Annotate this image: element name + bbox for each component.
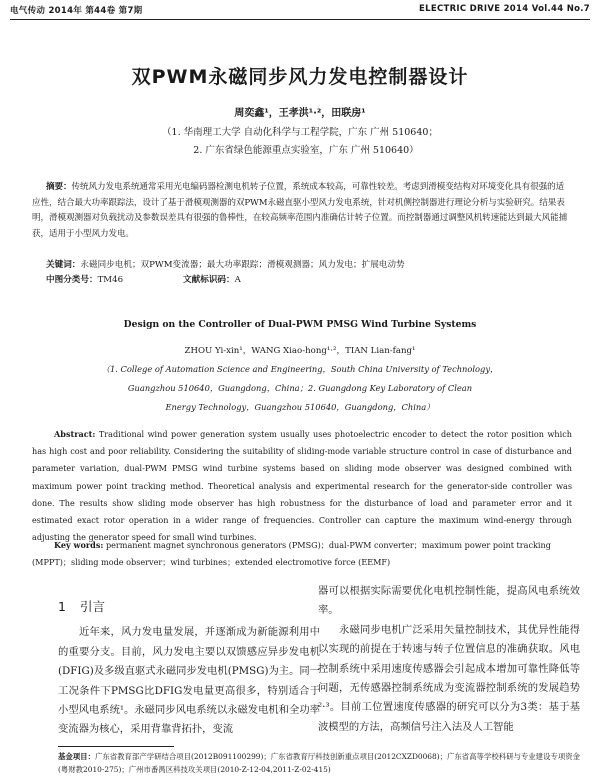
affiliation-zh-1: （1. 华南理工大学 自动化科学与工程学院，广东 广州 510640；	[162, 127, 438, 138]
funding-label: 基金项目：	[58, 752, 95, 761]
funding-footnote	[58, 750, 588, 776]
classification-value: TM46	[97, 275, 124, 285]
affiliation-zh-2	[0, 142, 600, 156]
affiliation-en-1: （1. College of Automation Science and Engineering，South China University of Technology，	[101, 364, 499, 374]
running-header	[10, 4, 590, 18]
document-code-label: 文献标识码：	[183, 275, 235, 285]
document-code-value: A	[234, 275, 241, 285]
abstract-zh-text: 传统风力发电系统通常采用光电编码器检测电机转子位置，系统成本较高，可靠性较差。考虑到滑模变结构对环境变化具有很强的适应性，结合最大功率跟踪法，设计了基于滑模观测器的双PWM永磁直驱小型风力发电系统，针对机侧控制器进行理论分析与实验研究。结果表明，滑模观测器对负载扰动及参数误差具有很强的鲁棒性，在较高频率范围内准确估计转子位置。而控制器通过调整风机转速能达到最大风能捕获，适用于小型风力发电。	[32, 182, 568, 239]
journal-header-right: ELECTRIC DRIVE 2014 Vol.44 No.7	[419, 4, 590, 14]
funding-text: 广东省教育部产学研结合项目(2012B091100299)；广东省教育厅科技创新重点项目(2012CXZD0068)；广东省高等学校科研与专业建设专项资金(粤财教2010-275)；广州市番禺区科技攻关项目(2010-Z-12-04,2011-Z-02-415)	[58, 752, 581, 774]
keywords-en-label: Key words:	[54, 540, 104, 550]
section-number: 1	[58, 599, 66, 614]
abstract-zh	[32, 180, 572, 242]
abstract-en-label: Abstract:	[54, 429, 96, 439]
authors-en: ZHOU Yi-xin¹，WANG Xiao-hong¹·²，TIAN Lian-fang¹	[184, 346, 416, 356]
keywords-zh	[32, 258, 572, 273]
intro-paragraph-1: 近年来，风力发电量发展，并逐渐成为新能源利用中的重要分支。目前，风力发电主要以双馈感应异步发电机(DFIG)及多级直驱式永磁同步发电机(PMSG)为主。同一工况条件下PMSG比DFIG发电量更高很多，特别适合于小型风电系统¹。永磁同步风电系统以永磁发电机和全功率变流器为核心，采用背靠背拓扑，变流	[58, 626, 320, 736]
journal-header-left: 电气传动 2014年 第44卷 第7期	[10, 6, 143, 16]
paper-title: 双PWM永磁同步风力发电控制器设计	[131, 66, 469, 88]
intro-paragraph-1-continued: 器可以根据实际需要优化电机控制性能，提高风电系统效率。	[318, 585, 580, 617]
keywords-en-text: permanent magnet synchronous generators (PMSG)；dual-PWM converter；maximum power point tracking (MPPT)；sliding mode observer；wind turbines；extended electromotive force (EEMF)	[32, 540, 551, 567]
affiliation-zh-2-text: 2. 广东省绿色能源重点实验室，广东 广州 510640）	[193, 145, 419, 156]
body-column-left	[58, 597, 320, 740]
affiliation-en-3: Energy Technology，Guangzhou 510640，Guangdong，China）	[165, 402, 435, 412]
paper-title-en: Design on the Controller of Dual-PWM PMSG Wind Turbine Systems	[123, 319, 477, 330]
section-title: 引言	[79, 599, 105, 614]
section-heading	[58, 597, 320, 616]
classification-label: 中图分类号：	[46, 275, 98, 285]
abstract-zh-label: 摘要：	[46, 182, 72, 192]
abstract-en	[32, 426, 572, 546]
footnote-rule	[58, 746, 174, 747]
body-column-right	[318, 582, 580, 737]
affiliation-en-2: Guangzhou 510640，Guangdong，China；2. Guangdong Key Laboratory of Clean	[127, 383, 473, 393]
keywords-en	[32, 537, 572, 571]
authors-zh: 周奕鑫¹，王孝洪¹·²，田联房¹	[234, 108, 366, 119]
keywords-zh-text: 永磁同步电机；双PWM变流器；最大功率跟踪；滑模观测器；风力发电；扩展电动势	[80, 260, 405, 270]
classification-line	[32, 273, 572, 288]
keywords-zh-label: 关键词：	[46, 260, 81, 270]
intro-paragraph-2: 永磁同步电机广泛采用矢量控制技术，其优异性能得以实现的前提在于转速与转子位置信息的准确获取。风电控制系统中采用速度传感器会引起成本增加可靠性降低等问题，无传感器控制系统成为变流器控制系统的发展趋势²·³。目前工位置速度传感器的研究可以分为3类：基于基波模型的方法，高频信号注入法及人工智能	[318, 623, 580, 733]
header-rule	[10, 19, 590, 20]
abstract-en-text: Traditional wind power generation system usually uses photoelectric encoder to detect the rotor position which has high cost and poor reliability. Considering the suitability of sliding-mode variable structure control in case of disturbance and parameter variation, dual-PWM PMSG wind turbine systems based on sliding mode observer was designed combined with maximum power point tracking method. Theoretical analysis and experimental research for the generator-side controller was done. The results show sliding mode observer has high robustness for the disturbance of load and parameter error and it estimated exact rotor operation in a wider range of frequencies. Controller can capture the maximum wind-energy through adjusting the generator speed for small wind turbines.	[32, 429, 572, 543]
